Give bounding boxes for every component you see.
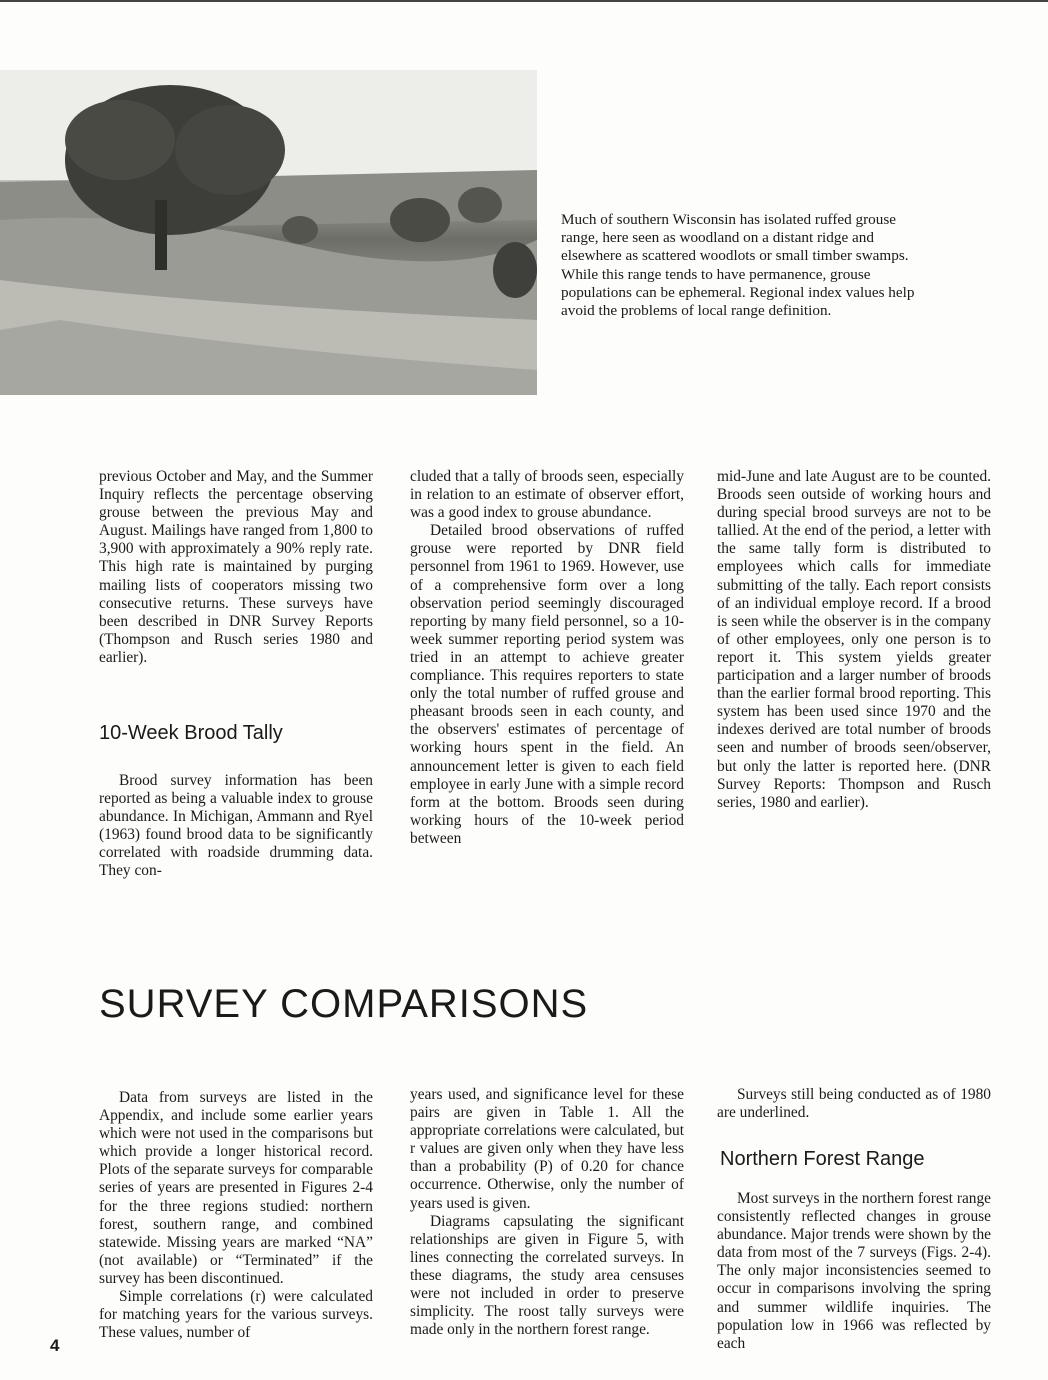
upper-col1-paragraph-2: Brood survey information has been reported as being a valuable index to grouse abundance. In Michigan, Ammann and Ryel (1963) found brood data to be significantly correlated with roadside drumming data. They con- — [99, 772, 373, 880]
top-rule — [0, 0, 1048, 2]
page-number: 4 — [50, 1336, 60, 1355]
lower-col2-paragraph-2: Diagrams capsulating the significant relationships are given in Figure 5, with lines connecting the correlated surveys. In these diagrams, the study area censuses were not included in order to preserve simplicity. The roost tally surveys were made only in the northern forest range. — [410, 1212, 684, 1339]
lower-column-1 — [99, 1089, 373, 1342]
heading-northern-forest: Northern Forest Range — [720, 1148, 925, 1170]
upper-column-1b — [99, 772, 373, 881]
lower-col3-paragraph-2: Most surveys in the northern forest range consistently reflected changes in grouse abundance. Major trends were shown by the data from most of the 7 surveys (Figs. 2-4). The only major inconsistencies seemed to occur in comparisons involving the spring and summer wildlife inquiries. The population low in 1966 was reflected by each — [717, 1190, 991, 1352]
lower-col1-paragraph: Data from surveys are listed in the Appendix, and include some earlier years which were not used in the comparisons but which provide a longer historical record. Plots of the separate surveys for comparable series of years are presented in Figures 2-4 for the three regions studied: northern forest, southern range, and combined statewide. Missing years are marked “NA” (not available) or “Terminated” if the survey has been discontinued. — [99, 1089, 373, 1287]
lower-column-3b — [717, 1190, 991, 1353]
heading-brood-tally: 10-Week Brood Tally — [99, 722, 283, 744]
lower-column-2 — [410, 1086, 684, 1339]
lower-col1-paragraph-2: Simple correlations (r) were calculated for matching years for the various surveys. These values, number of — [99, 1288, 373, 1342]
landscape-photo — [0, 70, 537, 395]
upper-column-1 — [99, 468, 373, 667]
lower-column-3 — [717, 1086, 991, 1122]
upper-col3-paragraph: mid-June and late August are to be counted. Broods seen outside of working hours and during special brood surveys are not to be tallied. At the end of the period, a letter with the same tally form is distributed to employees which calls for immediate submitting of the tally. Each report consists of an individual employe record. If a brood is seen while the observer is in the company of other employees, only one person is to report it. This system yields greater participation and a larger number of broods than the earlier formal brood reporting. This system has been used since 1970 and the indexes derived are total number of broods seen and number of broods seen/observer, but only the latter is reported here. (DNR Survey Reports: Thompson and Rusch series, 1980 and earlier). — [717, 468, 991, 811]
photo-caption: Much of southern Wisconsin has isolated ruffed grouse range, here seen as woodland on a distant ridge and elsewhere as scattered woodlots or small timber swamps. While this range tends to have permanence, grouse populations can be ephemeral. Regional index values help avoid the problems of local range definition. — [561, 211, 915, 320]
upper-col1-paragraph: previous October and May, and the Summer Inquiry reflects the percentage observing grouse between the previous May and August. Mailings have ranged from 1,800 to 3,900 with approximately a 90% reply rate. This high rate is maintained by purging mailing lists of cooperators missing two consecutive returns. These surveys have been described in DNR Survey Reports (Thompson and Rusch series 1980 and earlier). — [99, 468, 373, 666]
landscape-photo-icon — [0, 70, 537, 395]
lower-col3-paragraph: Surveys still being conducted as of 1980 are underlined. — [717, 1086, 991, 1122]
upper-column-3 — [717, 468, 991, 812]
upper-col2-paragraph: cluded that a tally of broods seen, especially in relation to an estimate of observer effort, was a good index to grouse abundance. — [410, 468, 684, 522]
upper-col2-paragraph-2: Detailed brood observations of ruffed grouse were reported by DNR field personnel from 1961 to 1969. However, use of a comprehensive form over a long observation period seemingly discouraged reporting by many field personnel, so a 10-week summer reporting period system was tried in an attempt to achieve greater compliance. This requires reporters to state only the total number of ruffed grouse and pheasant broods seen in each county, and the observers' estimates of percentage of working hours spent in the field. An announcement letter is given to each field employee in early June with a simple record form at the bottom. Broods seen during working hours of the 10-week period between — [410, 522, 684, 847]
lower-col2-paragraph: years used, and significance level for these pairs are given in Table 1. All the appropriate correlations were calculated, but r values are given only when they have less than a probability (P) of 0.20 for chance occurrence. Otherwise, only the number of years used is given. — [410, 1086, 684, 1212]
section-title: SURVEY COMPARISONS — [99, 982, 589, 1026]
upper-column-2 — [410, 468, 684, 848]
